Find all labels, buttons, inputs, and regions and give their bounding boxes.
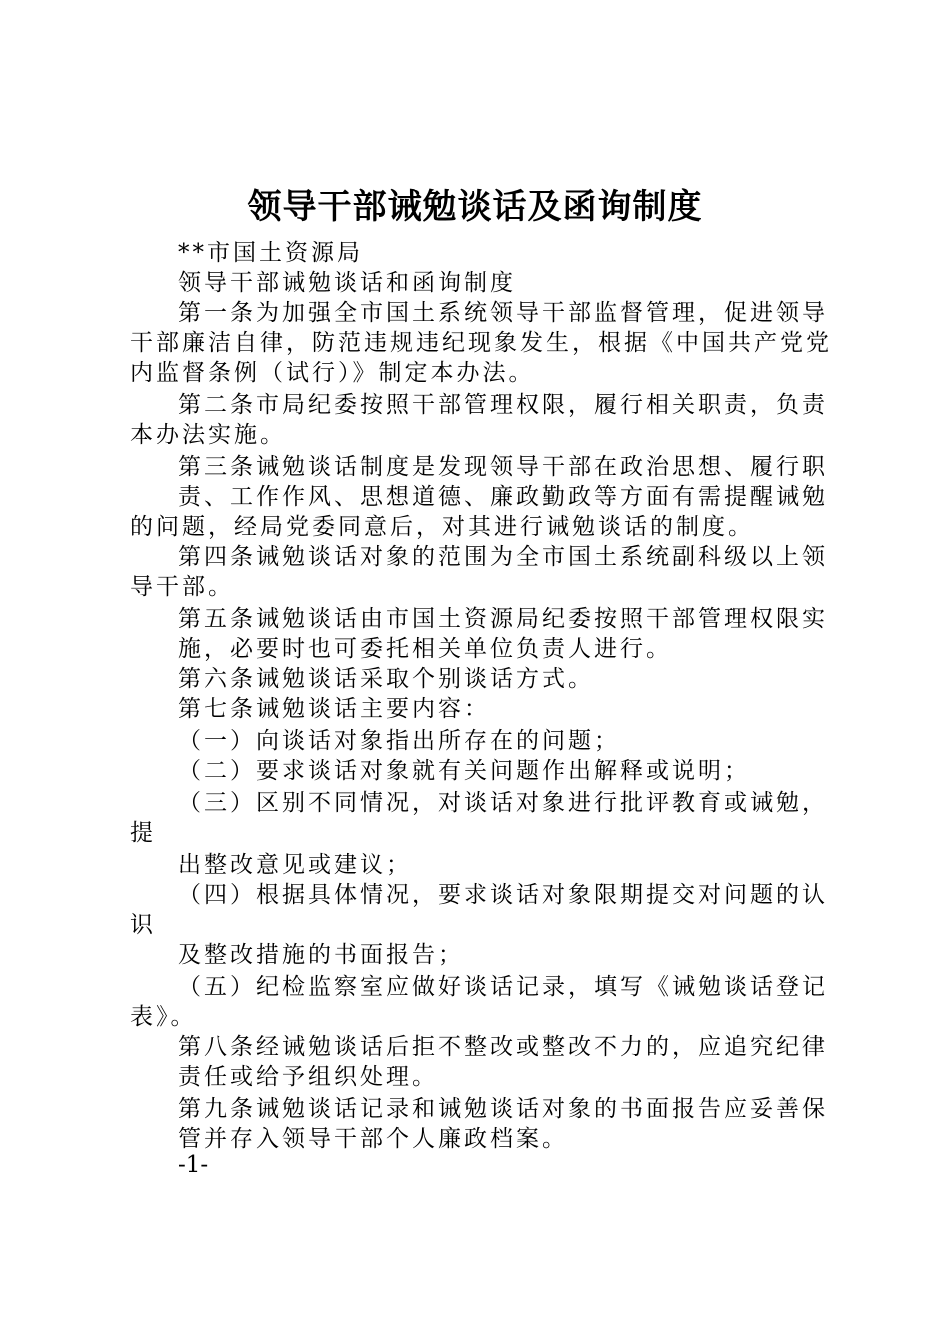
article-2-line-1: 第二条市局纪委按照干部管理权限，履行相关职责，负责 (178, 392, 828, 418)
item-1-line: （一）向谈话对象指出所存在的问题； (178, 728, 620, 754)
article-9-line-1: 第九条诫勉谈话记录和诫勉谈话对象的书面报告应妥善保 (178, 1096, 828, 1122)
article-8-line-1: 第八条经诫勉谈话后拒不整改或整改不力的，应追究纪律 (178, 1034, 828, 1060)
item-3-line-1: （三）区别不同情况，对谈话对象进行批评教育或诫勉， (178, 790, 828, 816)
page-number: -1- (178, 1152, 209, 1178)
item-5-line-1: （五）纪检监察室应做好谈话记录，填写《诫勉谈话登记 (178, 974, 828, 1000)
article-9-line-2: 管并存入领导干部个人廉政档案。 (178, 1126, 568, 1152)
article-1-line-3: 内监督条例（试行）》制定本办法。 (130, 360, 535, 386)
item-2-line: （二）要求谈话对象就有关问题作出解释或说明； (178, 758, 750, 784)
article-4-line-2: 导干部。 (130, 574, 234, 600)
article-3-line-3: 的问题，经局党委同意后，对其进行诫勉谈话的制度。 (130, 514, 754, 540)
article-8-line-2: 责任或给予组织处理。 (178, 1064, 438, 1090)
item-4-line-1: （四）根据具体情况，要求谈话对象限期提交对问题的认 (178, 882, 828, 908)
item-3-line-2: 提 (130, 820, 156, 846)
issuer-line: **市国土资源局 (178, 240, 363, 266)
item-5-line-2: 表》。 (130, 1004, 197, 1030)
document-title: 领导干部诫勉谈话及函询制度 (247, 187, 703, 227)
article-3-line-1: 第三条诫勉谈话制度是发现领导干部在政治思想、履行职 (178, 454, 828, 480)
article-3-line-2: 责、工作作风、思想道德、廉政勤政等方面有需提醒诫勉 (178, 484, 828, 510)
item-4-line-3: 及整改措施的书面报告； (178, 942, 464, 968)
article-7-line: 第七条诫勉谈话主要内容： (178, 696, 490, 722)
subtitle-line: 领导干部诫勉谈话和函询制度 (178, 270, 516, 296)
item-3-line-3: 出整改意见或建议； (178, 852, 412, 878)
article-4-line-1: 第四条诫勉谈话对象的范围为全市国土系统副科级以上领 (178, 544, 828, 570)
article-5-line-2: 施，必要时也可委托相关单位负责人进行。 (178, 636, 672, 662)
item-4-line-2: 识 (130, 912, 156, 938)
article-2-line-2: 本办法实施。 (130, 422, 286, 448)
article-1-line-1: 第一条为加强全市国土系统领导干部监督管理，促进领导 (178, 300, 828, 326)
article-1-line-2: 干部廉洁自律，防范违规违纪现象发生，根据《中国共产党党 (130, 330, 832, 356)
article-6-line: 第六条诫勉谈话采取个别谈话方式。 (178, 666, 594, 692)
article-5-line-1: 第五条诫勉谈话由市国土资源局纪委按照干部管理权限实 (178, 606, 828, 632)
